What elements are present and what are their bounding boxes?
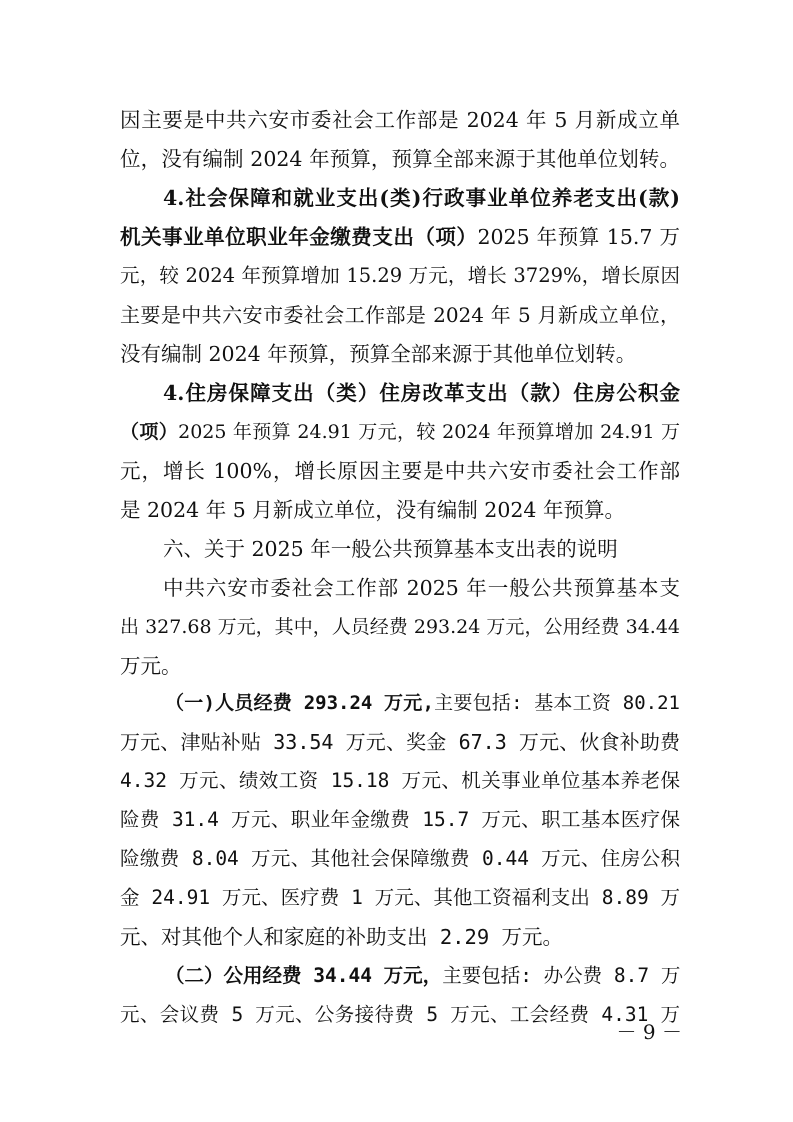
subsection-public: （二）公用经费 34.44 万元，主要包括: 办公费 8.7 万 xyxy=(165,964,681,987)
body-line: 险缴费 8.04 万元、其他社会保障缴费 0.44 万元、住房公积 xyxy=(120,847,680,870)
section-title: 六、关于 2025 年一般公共预算基本支出表的说明 xyxy=(163,537,618,561)
section-heading: 4.住房保障支出（类）住房改革支出（款）住房公积金 xyxy=(163,381,680,405)
body-line: 金 24.91 万元、医疗费 1 万元、其他工资福利支出 8.89 万 xyxy=(120,886,680,909)
body-line: 中共六安市委社会工作部 2025 年一般公共预算基本支 xyxy=(163,576,680,600)
body-line: 4.32 万元、绩效工资 15.18 万元、机关事业单位基本养老保 xyxy=(120,769,680,792)
body-line: 险费 31.4 万元、职业年金缴费 15.7 万元、职工基本医疗保 xyxy=(120,808,680,831)
body-line: 主要是中共六安市委社会工作部是 2024 年 5 月新成立单位， xyxy=(120,303,680,327)
body-line: 元、会议费 5 万元、公务接待费 5 万元、工会经费 4.31 万 xyxy=(120,1003,680,1026)
body-line: 万元。 xyxy=(120,654,182,678)
body-line: 机关事业单位职业年金缴费支出（项）2025 年预算 15.7 万 xyxy=(120,225,680,249)
body-line: 元，较 2024 年预算增加 15.29 万元，增长 3729%，增长原因 xyxy=(120,264,680,287)
body-line: （项）2025 年预算 24.91 万元，较 2024 年预算增加 24.91 万 xyxy=(120,421,680,443)
body-line: 没有编制 2024 年预算，预算全部来源于其他单位划转。 xyxy=(120,342,637,366)
body-line: 万元、津贴补贴 33.54 万元、奖金 67.3 万元、伙食补助费 xyxy=(120,730,680,754)
body-line: 位，没有编制 2024 年预算，预算全部来源于其他单位划转。 xyxy=(120,147,680,171)
section-heading: 4.社会保障和就业支出(类)行政事业单位养老支出(款) xyxy=(163,186,680,210)
body-line: 出 327.68 万元，其中，人员经费 293.24 万元，公用经费 34.44 xyxy=(120,616,680,638)
subsection-personnel: （一)人员经费 293.24 万元,主要包括: 基本工资 80.21 xyxy=(165,692,680,714)
body-line: 因主要是中共六安市委社会工作部是 2024 年 5 月新成立单 xyxy=(120,108,680,132)
body-line: 元、对其他个人和家庭的补助支出 2.29 万元。 xyxy=(120,925,564,949)
body-line: 是 2024 年 5 月新成立单位，没有编制 2024 年预算。 xyxy=(120,498,625,522)
page-number: － 9 － xyxy=(616,1020,682,1044)
body-line: 元，增长 100%，增长原因主要是中共六安市委社会工作部 xyxy=(120,459,680,483)
